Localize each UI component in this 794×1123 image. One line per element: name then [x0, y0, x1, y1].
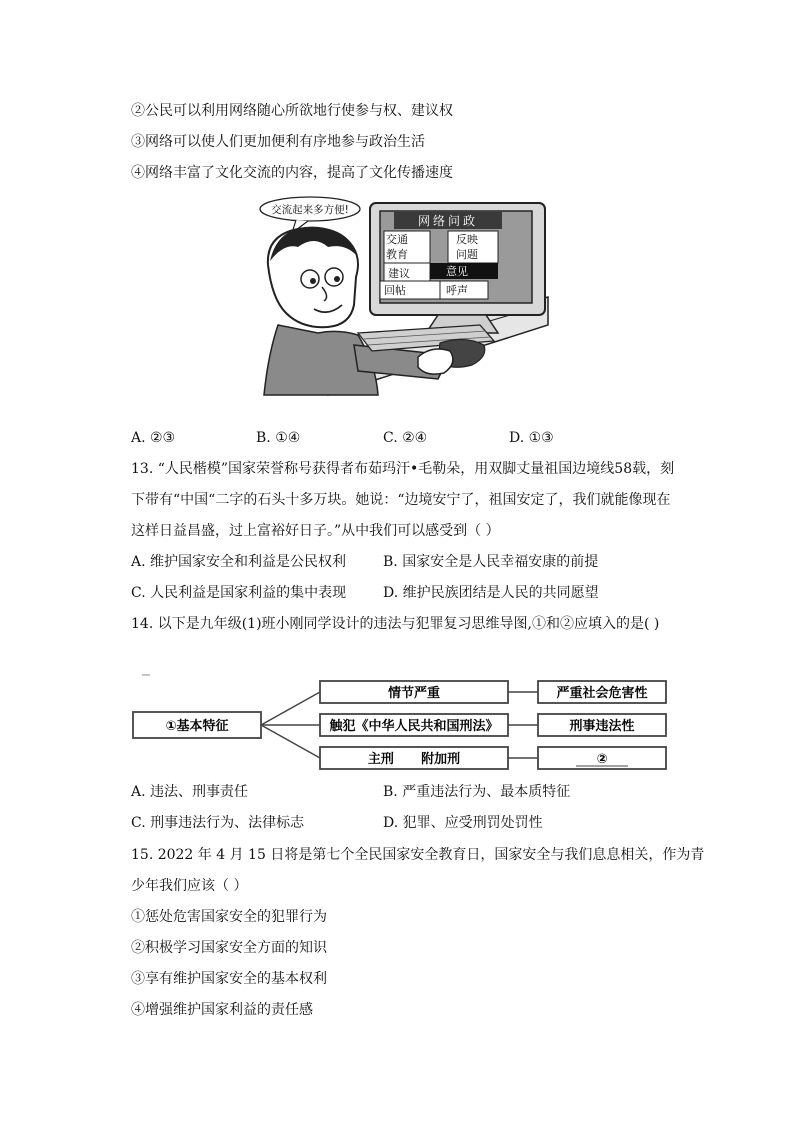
q15-item-1: ①惩处危害国家安全的犯罪行为	[131, 909, 327, 925]
screen-title: 网络问政	[417, 214, 479, 228]
mm-root-text: ①基本特征	[165, 719, 229, 734]
mind-map-diagram	[128, 668, 673, 778]
q13-choice-a: A. 维护国家安全和利益是公民权利	[131, 554, 347, 570]
q12-statement-2: ②公民可以利用网络随心所欲地行使参与权、建议权	[131, 103, 453, 119]
q13-choice-b: B. 国家安全是人民幸福安康的前提	[383, 554, 599, 570]
cell-opinion: 意见	[446, 265, 468, 278]
speech-text: 交流起来多方便!	[271, 204, 349, 216]
q12-choice-a: A. ②③	[131, 430, 176, 446]
cell-problem: 问题	[456, 248, 478, 261]
cell-education: 教育	[386, 248, 408, 261]
q15-stem-line-2: 少年我们应该（ ）	[131, 878, 248, 894]
q13-choice-c: C. 人民利益是国家利益的集中表现	[131, 585, 347, 601]
cell-voice: 呼声	[446, 284, 468, 297]
q15-item-2: ②积极学习国家安全方面的知识	[131, 940, 327, 956]
q14-choice-d: D. 犯罪、应受刑罚处罚性	[383, 815, 543, 831]
mm-branch-2: 触犯《中华人民共和国刑法》	[329, 719, 499, 734]
mm-leaf-3: ②	[596, 752, 608, 767]
q13-stem-line-3: 这样日益昌盛，过上富裕好日子。”从中我们可以感受到（ ）	[131, 523, 500, 539]
cell-suggestion: 建议	[388, 267, 410, 280]
mm-branch-1: 情节严重	[387, 686, 441, 701]
cell-reply: 回帖	[384, 284, 406, 297]
q15-item-4: ④增强维护国家利益的责任感	[131, 1002, 313, 1018]
q15-item-3: ③享有维护国家安全的基本权利	[131, 971, 327, 987]
cartoon-illustration	[258, 195, 550, 400]
cell-reflect: 反映	[456, 233, 478, 246]
q14-stem: 14. 以下是九年级(1)班小刚同学设计的违法与犯罪复习思维导图,①和②应填入的是( )	[131, 616, 660, 632]
q14-choice-c: C. 刑事违法行为、法律标志	[131, 815, 305, 831]
q12-choice-b: B. ①④	[256, 430, 301, 446]
q14-choice-a: A. 违法、刑事责任	[131, 784, 249, 800]
mm-leaf-2: 刑事违法性	[569, 719, 635, 734]
q12-statement-3: ③网络可以使人们更加便利有序地参与政治生活	[131, 134, 425, 150]
cell-traffic: 交通	[386, 233, 408, 246]
q12-choice-c: C. ②④	[383, 430, 428, 446]
q13-choice-d: D. 维护民族团结是人民的共同愿望	[383, 585, 599, 601]
q12-statement-4: ④网络丰富了文化交流的内容，提高了文化传播速度	[131, 165, 453, 181]
q13-stem-line-2: 下带有“中国“二字的石头十多万块。她说：“边境安宁了，祖国安定了，我们就能像现在	[131, 492, 671, 508]
q12-choice-d: D. ①③	[509, 430, 554, 446]
q15-stem-line-1: 15. 2022 年 4 月 15 日将是第七个全民国家安全教育日，国家安全与我们息息相关，作为青	[131, 847, 705, 863]
q14-choice-b: B. 严重违法行为、最本质特征	[383, 784, 571, 800]
mm-leaf-1: 严重社会危害性	[556, 686, 648, 701]
mm-branch-3: 主刑 附加刑	[367, 752, 461, 767]
q13-stem-line-1: 13. “人民楷模”国家荣誉称号获得者布茹玛汗•毛勒朵，用双脚丈量祖国边境线58载，刻	[131, 461, 675, 477]
